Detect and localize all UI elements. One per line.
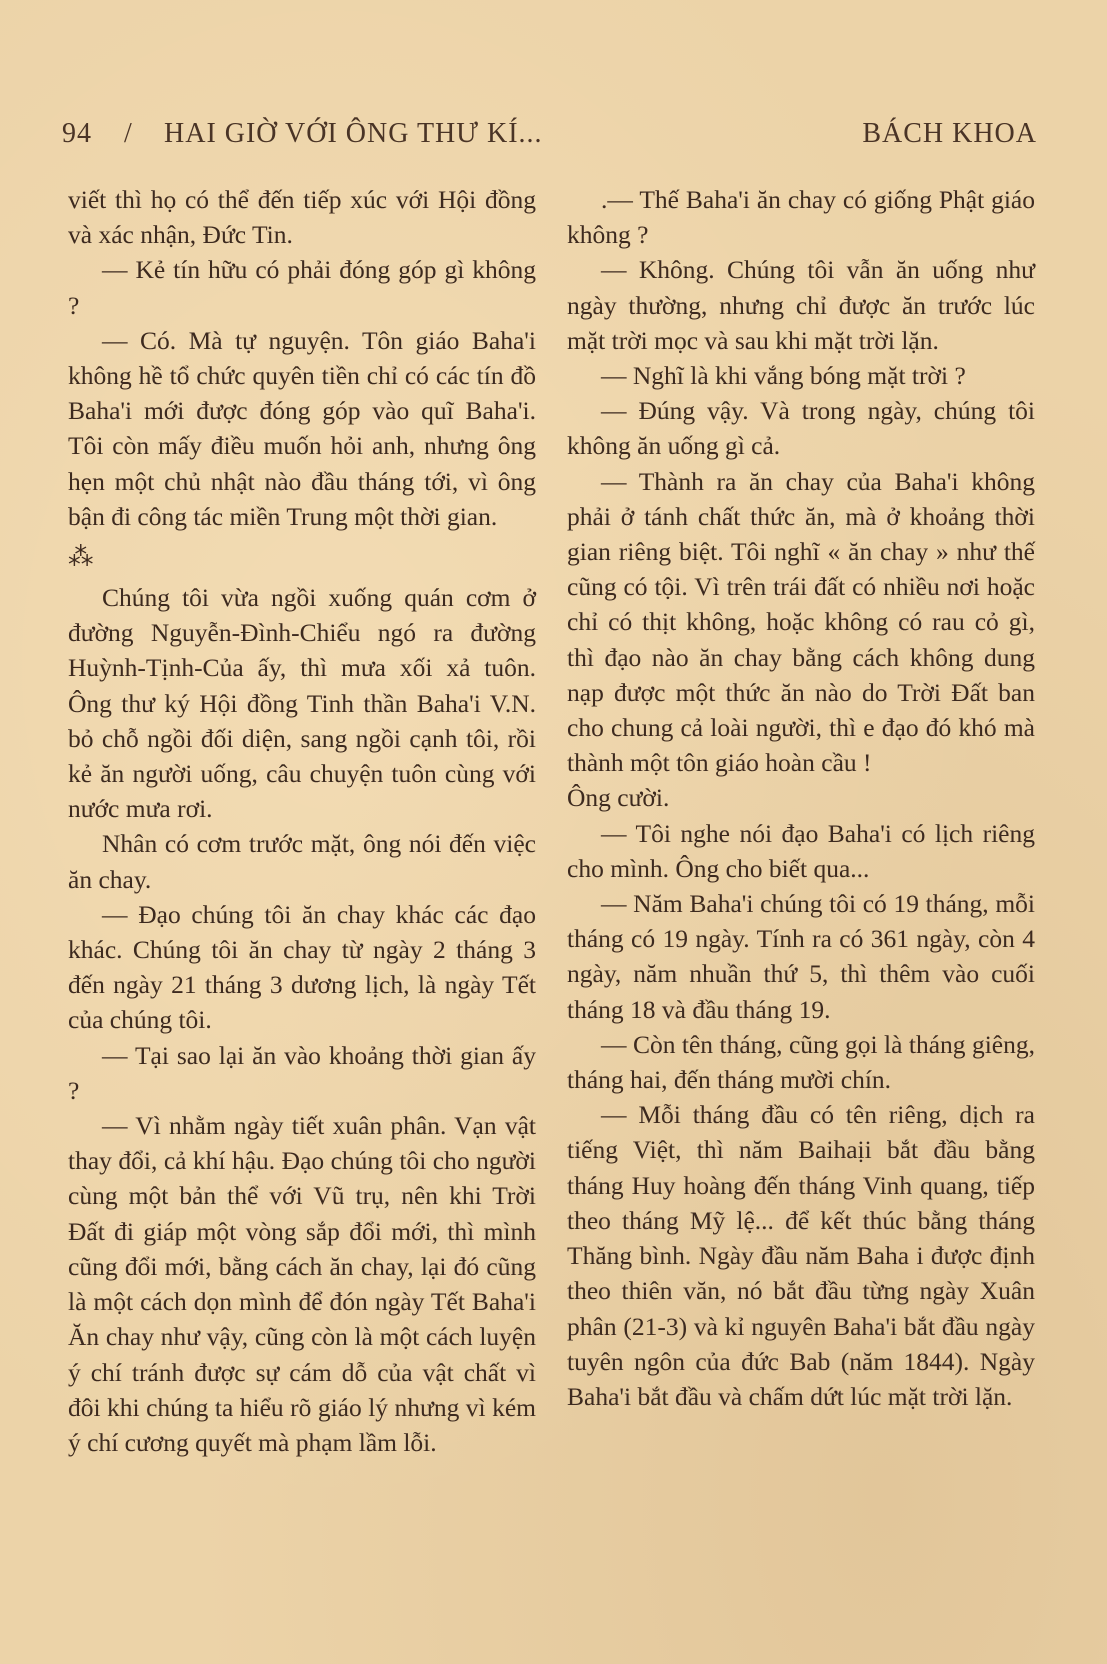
paragraph: — Năm Baha'i chúng tôi có 19 tháng, mỗi tháng có 19 ngày. Tính ra có 361 ngày, còn 4 ngày, năm nhuần thứ 5, thì thêm vào cuối tháng 18 và đầu tháng 19. <box>567 889 1035 1024</box>
paragraph: — Đúng vậy. Và trong ngày, chúng tôi không ăn uống gì cả. <box>567 396 1035 461</box>
paragraph: — Kẻ tín hữu có phải đóng góp gì không ? <box>68 255 536 320</box>
paragraph: .— Thế Baha'i ăn chay có giống Phật giáo không ? <box>567 185 1035 250</box>
paragraph: — Mỗi tháng đầu có tên riêng, dịch ra tiếng Việt, thì năm Baihaịi bắt đầu bằng tháng Huy hoàng đến tháng Vinh quang, tiếp theo tháng Mỹ lệ... để kết thúc bằng tháng Thăng bình. Ngày đầu năm Baha i được định theo thiên văn, nó bắt đầu từng ngày Xuân phân (21-3) và kỉ nguyên Baha'i bắt đầu ngày tuyên ngôn của đức Bab (năm 1844). Ngày Baha'i bắt đầu và chấm dứt lúc mặt trời lặn. <box>567 1100 1035 1411</box>
paragraph: Chúng tôi vừa ngồi xuống quán cơm ở đường Nguyễn-Đình-Chiểu ngó ra đường Huỳnh-Tịnh-Của ấy, thì mưa xối xả tuôn. Ông thư ký Hội đồng Tinh thần Baha'i V.N. bỏ chỗ ngồi đối diện, sang ngồi cạnh tôi, rồi kẻ ăn người uống, câu chuyện tuôn cùng với nước mưa rơi. <box>68 583 536 824</box>
page-number: 94 <box>62 118 92 149</box>
paragraph: — Vì nhằm ngày tiết xuân phân. Vạn vật thay đổi, cả khí hậu. Đạo chúng tôi cho người cùng một bản thể với Vũ trụ, nên khi Trời Đất đi giáp một vòng sắp đổi mới, thì mình cũng đổi mới, bằng cách ăn chay, lại đó cũng là một cách dọn mình để đón ngày Tết Baha'i Ăn chay như vậy, cũng còn là một cách luyện ý chí tránh được sự cám dỗ của vật chất vì đôi khi chúng ta hiểu rõ giáo lý nhưng vì kém ý chí cương quyết mà phạm lầm lỗi. <box>68 1111 536 1457</box>
paragraph: Nhân có cơm trước mặt, ông nói đến việc ăn chay. <box>68 829 536 894</box>
left-column <box>68 182 536 1460</box>
section-break: ⁂ <box>68 542 100 572</box>
paragraph: — Đạo chúng tôi ăn chay khác các đạo khác. Chúng tôi ăn chay từ ngày 2 tháng 3 đến ngày 21 tháng 3 dương lịch, là ngày Tết của chúng tôi. <box>68 899 536 1035</box>
paragraph: — Không. Chúng tôi vẫn ăn uống như ngày thường, nhưng chỉ được ăn trước lúc mặt trời mọc và sau khi mặt trời lặn. <box>567 255 1035 355</box>
header-separator: / <box>124 118 133 149</box>
paragraph: Ông cười. <box>567 783 670 813</box>
running-title: HAI GIỜ VỚI ÔNG THƯ KÍ... <box>164 118 543 149</box>
paragraph: — Nghĩ là khi vắng bóng mặt trời ? <box>601 361 966 391</box>
right-column <box>567 182 1035 1414</box>
paragraph: — Tôi nghe nói đạo Baha'i có lịch riêng cho mình. Ông cho biết qua... <box>567 818 1035 883</box>
journal-name: BÁCH KHOA <box>862 118 1037 149</box>
page-header <box>62 112 1037 152</box>
paragraph: — Có. Mà tự nguyện. Tôn giáo Baha'i không hề tổ chức quyên tiền chỉ có các tín đồ Baha'i mới được đóng góp vào quĩ Baha'i. Tôi còn mấy điều muốn hỏi anh, nhưng ông hẹn một chủ nhật nào đầu tháng tới, vì ông bận đi công tác miền Trung một thời gian. <box>68 325 536 531</box>
paragraph: — Tại sao lại ăn vào khoảng thời gian ấy ? <box>68 1040 536 1105</box>
paragraph: — Còn tên tháng, cũng gọi là tháng giêng, tháng hai, đến tháng mười chín. <box>567 1029 1035 1095</box>
paragraph: — Thành ra ăn chay của Baha'i không phải ở tánh chất thức ăn, mà ở khoảng thời gian riêng biệt. Tôi nghĩ « ăn chay » như thế cũng có tội. Vì trên trái đất có nhiều nơi hoặc chỉ có thịt không, hoặc không có rau cỏ gì, thì đạo nào ăn chay bằng cách không dung nạp được một thức ăn nào do Trời Đất ban cho chung cả loài người, thì e đạo đó khó mà thành một tôn giáo hoàn cầu ! <box>567 466 1035 778</box>
paragraph: viết thì họ có thể đến tiếp xúc với Hội đồng và xác nhận, Đức Tin. <box>68 185 536 250</box>
